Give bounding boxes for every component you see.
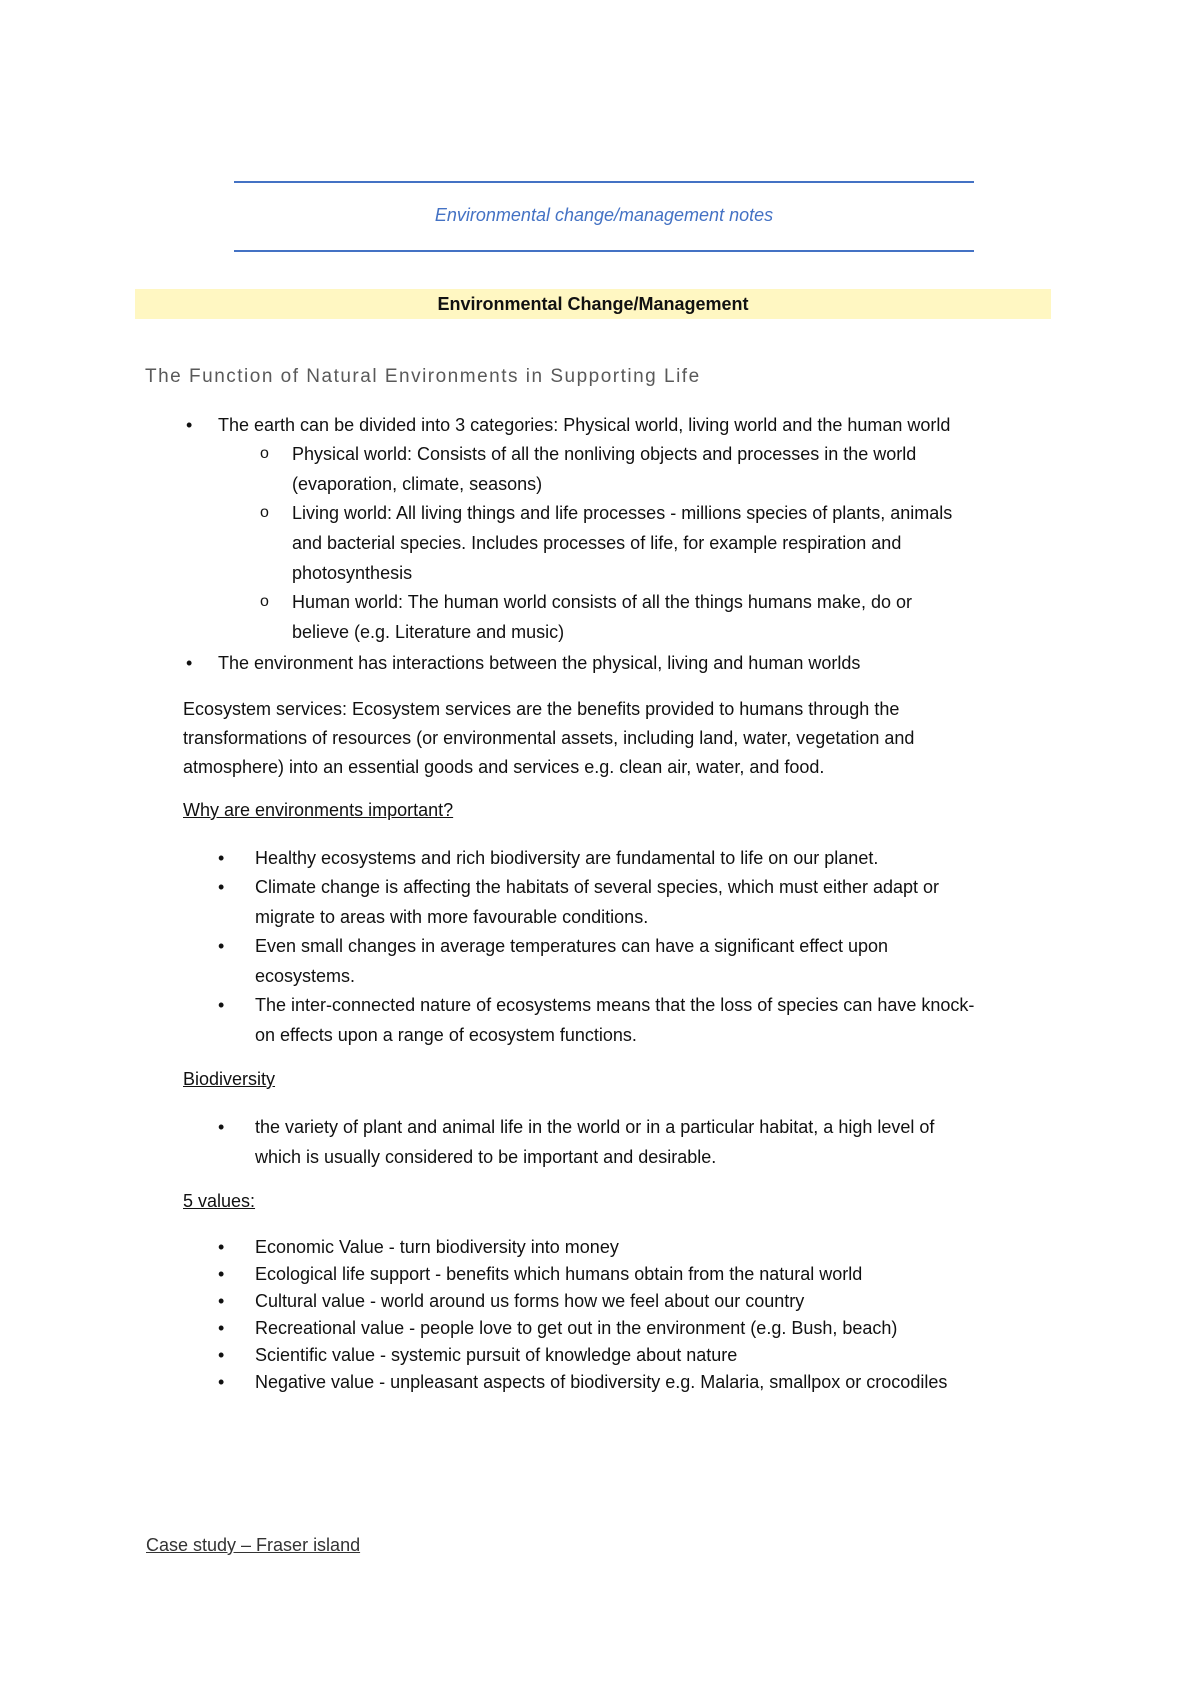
intro-bullet-1-text: The earth can be divided into 3 categories: Physical world, living world and the human world	[218, 415, 951, 435]
bullet-icon: •	[218, 1318, 225, 1338]
sub-bullet-physical	[260, 439, 1052, 499]
value-text: Ecological life support - benefits which humans obtain from the natural world	[255, 1264, 863, 1284]
bullet-line: Even small changes in average temperatures can have a significant effect upon	[255, 936, 889, 956]
bullet-icon: •	[186, 653, 193, 673]
intro-bullet-1	[186, 410, 1098, 440]
bullet-icon: •	[218, 1237, 225, 1257]
bullet-line: The inter-connected nature of ecosystems means that the loss of species can have knock-	[255, 995, 975, 1015]
bullet-line: the variety of plant and animal life in the world or in a particular habitat, a high level of	[255, 1117, 935, 1137]
bullet-icon: •	[218, 995, 225, 1015]
bullet-icon: •	[218, 1291, 225, 1311]
bullet-line: Healthy ecosystems and rich biodiversity are fundamental to life on our planet.	[255, 848, 879, 868]
paragraph-line: transformations of resources (or environmental assets, including land, water, vegetation and	[183, 728, 915, 748]
why-bullet-3	[218, 931, 1075, 991]
bullet-icon: •	[218, 1372, 225, 1392]
bullet-icon: •	[218, 1264, 225, 1284]
bullet-icon: •	[218, 877, 225, 897]
biodiversity-heading: Biodiversity	[183, 1069, 276, 1089]
bullet-line: ecosystems.	[255, 966, 356, 986]
title-band	[135, 289, 1051, 319]
ecosystem-services-paragraph	[183, 695, 1063, 782]
circle-bullet-icon: o	[260, 445, 269, 462]
sub-bullet-living	[260, 498, 1052, 588]
sub-bullet-human	[260, 587, 1052, 647]
sub-bullet-line: photosynthesis	[292, 563, 413, 583]
intro-bullet-2	[186, 648, 1098, 678]
sub-bullet-line: (evaporation, climate, seasons)	[292, 474, 543, 494]
value-item	[218, 1234, 1075, 1261]
value-text: Economic Value - turn biodiversity into money	[255, 1237, 619, 1257]
value-item	[218, 1261, 1075, 1288]
bullet-icon: •	[218, 1345, 225, 1365]
circle-bullet-icon: o	[260, 593, 269, 610]
bullet-line: Climate change is affecting the habitats of several species, which must either adapt or	[255, 877, 940, 897]
value-item	[218, 1342, 1075, 1369]
value-text: Cultural value - world around us forms how we feel about our country	[255, 1291, 805, 1311]
sub-bullet-line: Living world: All living things and life processes - millions species of plants, animals	[292, 503, 953, 523]
sub-bullet-line: Physical world: Consists of all the nonliving objects and processes in the world	[292, 444, 917, 464]
bullet-icon: •	[218, 848, 225, 868]
why-bullet-1	[218, 843, 1075, 873]
bullet-line: on effects upon a range of ecosystem functions.	[255, 1025, 637, 1045]
intro-bullet-2-text: The environment has interactions between the physical, living and human worlds	[218, 653, 861, 673]
sub-bullet-line: Human world: The human world consists of all the things humans make, do or	[292, 592, 912, 612]
bullet-icon: •	[186, 415, 193, 435]
bullet-icon: •	[218, 1117, 225, 1137]
value-item	[218, 1315, 1075, 1342]
section-heading: The Function of Natural Environments in Supporting Life	[145, 366, 701, 387]
case-study-link[interactable]: Case study – Fraser island	[146, 1535, 361, 1555]
value-item	[218, 1369, 1075, 1396]
why-bullet-2	[218, 872, 1075, 932]
header-rule-bottom	[234, 250, 974, 252]
bullet-line: which is usually considered to be important and desirable.	[255, 1147, 717, 1167]
sub-bullet-line: and bacterial species. Includes processes of life, for example respiration and	[292, 533, 902, 553]
value-text: Negative value - unpleasant aspects of biodiversity e.g. Malaria, smallpox or crocodiles	[255, 1372, 948, 1392]
paragraph-line: atmosphere) into an essential goods and services e.g. clean air, water, and food.	[183, 757, 825, 777]
circle-bullet-icon: o	[260, 504, 269, 521]
values-heading: 5 values:	[183, 1191, 256, 1211]
bullet-line: migrate to areas with more favourable conditions.	[255, 907, 649, 927]
why-heading: Why are environments important?	[183, 800, 454, 820]
biodiversity-bullet	[218, 1112, 1075, 1172]
sub-bullet-line: believe (e.g. Literature and music)	[292, 622, 565, 642]
value-text: Recreational value - people love to get out in the environment (e.g. Bush, beach)	[255, 1318, 898, 1338]
document-title: Environmental Change/Management	[437, 294, 749, 314]
value-item	[218, 1288, 1075, 1315]
why-bullet-4	[218, 990, 1075, 1050]
paragraph-line: Ecosystem services: Ecosystem services are the benefits provided to humans through the	[183, 699, 900, 719]
running-title: Environmental change/management notes	[434, 205, 774, 225]
value-text: Scientific value - systemic pursuit of knowledge about nature	[255, 1345, 738, 1365]
bullet-icon: •	[218, 936, 225, 956]
header-rule-top	[234, 181, 974, 183]
